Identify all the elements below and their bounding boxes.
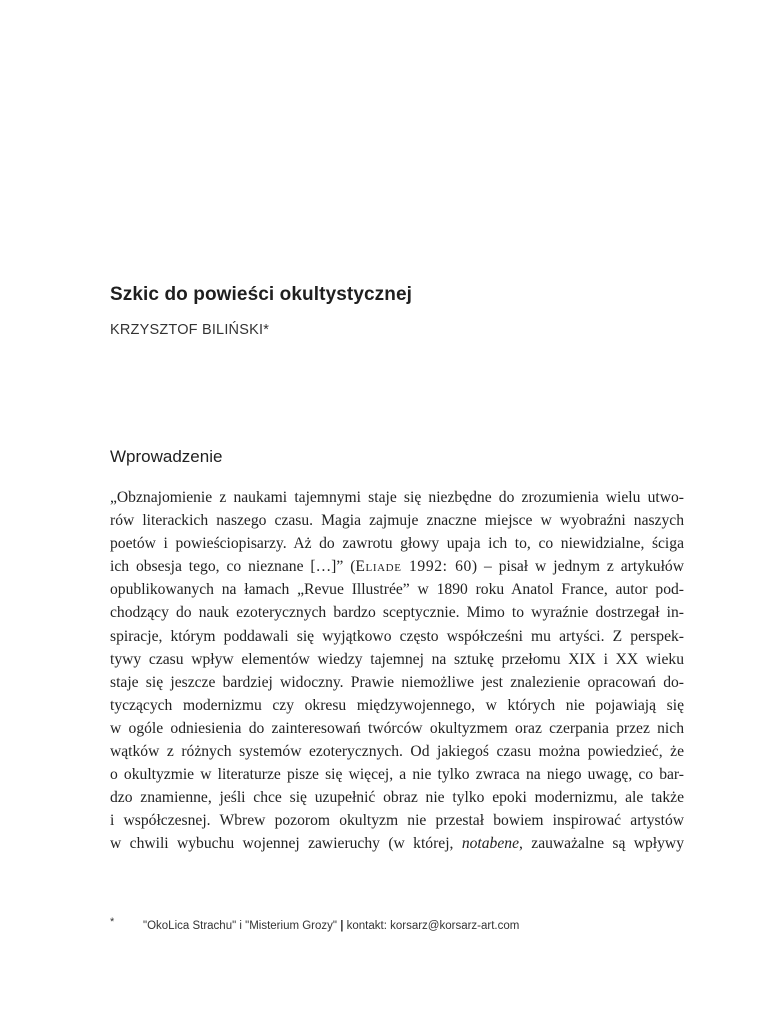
body-line [110, 555, 684, 578]
body-text: spiracje, którym poddawali się wyjątkowo często współcześni mu artyści. Z perspek- [110, 627, 684, 645]
body-line [110, 717, 684, 740]
body-line [110, 740, 684, 763]
body-text: „Obznajomienie z naukami tajemnymi staje się niezbędne do zrozumienia wielu utwo- [110, 489, 684, 506]
body-text: , zauważalne są wpływy [519, 835, 684, 853]
footnote-text: "OkoLica Strachu" i "Misterium Grozy" [143, 920, 337, 932]
body-line [110, 832, 684, 855]
body-text: tyczących modernizmu czy okresu międzywojennego, w których nie pojawiają się [110, 696, 684, 714]
body-text: w chwili wybuchu wojennej zawieruchy (w której, [110, 835, 462, 853]
body-text: staje się jeszcze bardziej widoczny. Prawie niemożliwe jest znalezienie opracowań do- [110, 673, 684, 691]
body-line [110, 509, 684, 532]
body-line [110, 809, 684, 832]
article-author: KRZYSZTOF BILIŃSKI* [110, 322, 270, 338]
body-line [110, 486, 684, 509]
body-line [110, 601, 684, 624]
body-text: dzo znamienne, jeśli chce się uzupełnić obraz nie tylko epoki modernizmu, ale także [110, 789, 684, 807]
body-text: opublikowanych na łamach „Revue Illustrée” w 1890 roku Anatol France, autor pod- [110, 581, 684, 599]
body-text: tywy czasu wpływ elementów wiedzy tajemnej na sztukę przełomu XIX i XX wieku [110, 650, 684, 668]
body-line [110, 786, 684, 809]
body-text: rów literackich naszego czasu. Magia zajmuje znaczne miejsce w wyobraźni naszych [110, 512, 684, 530]
body-text: ich obsesja tego, co nieznane […]” ( [110, 558, 356, 576]
footnote-marker: * [110, 916, 115, 928]
body-line [110, 694, 684, 717]
body-text: wątków z różnych systemów ezoterycznych. Od jakiegoś czasu można powiedzieć, że [110, 743, 684, 761]
footnote-separator: | [340, 920, 344, 932]
body-paragraph [110, 486, 684, 856]
body-text: i współczesnej. Wbrew pozorom okultyzm nie przestał bowiem inspirować artystów [110, 812, 684, 830]
body-line [110, 625, 684, 648]
body-text: o okultyzmie w literaturze pisze się więcej, a nie tylko zwraca na niego uwagę, co bar- [110, 766, 684, 784]
section-heading: Wprowadzenie [110, 447, 223, 466]
body-text: chodzący do nauk ezoterycznych bardzo sceptycznie. Mimo to wyraźnie dostrzegał in- [110, 604, 684, 622]
body-line [110, 578, 684, 601]
body-line [110, 532, 684, 555]
footnote-text-line [143, 920, 519, 932]
body-line [110, 763, 684, 786]
body-text: w ogóle odniesienia do zainteresowań twórców okultyzmem oraz czerpania przez nich [110, 719, 684, 737]
body-line [110, 648, 684, 671]
italic-term: notabene [461, 835, 519, 853]
citation: Eliade 1992: 60 [355, 558, 472, 576]
article-title: Szkic do powieści okultystycznej [110, 284, 413, 305]
body-line [110, 671, 684, 694]
footnote-contact: kontakt: korsarz@korsarz-art.com [346, 920, 520, 932]
body-text: poetów i powieściopisarzy. Aż do zawrotu głowy upaja ich to, co niewidzialne, ściga [110, 535, 684, 553]
body-text: ) – pisał w jednym z artykułów [471, 558, 684, 576]
